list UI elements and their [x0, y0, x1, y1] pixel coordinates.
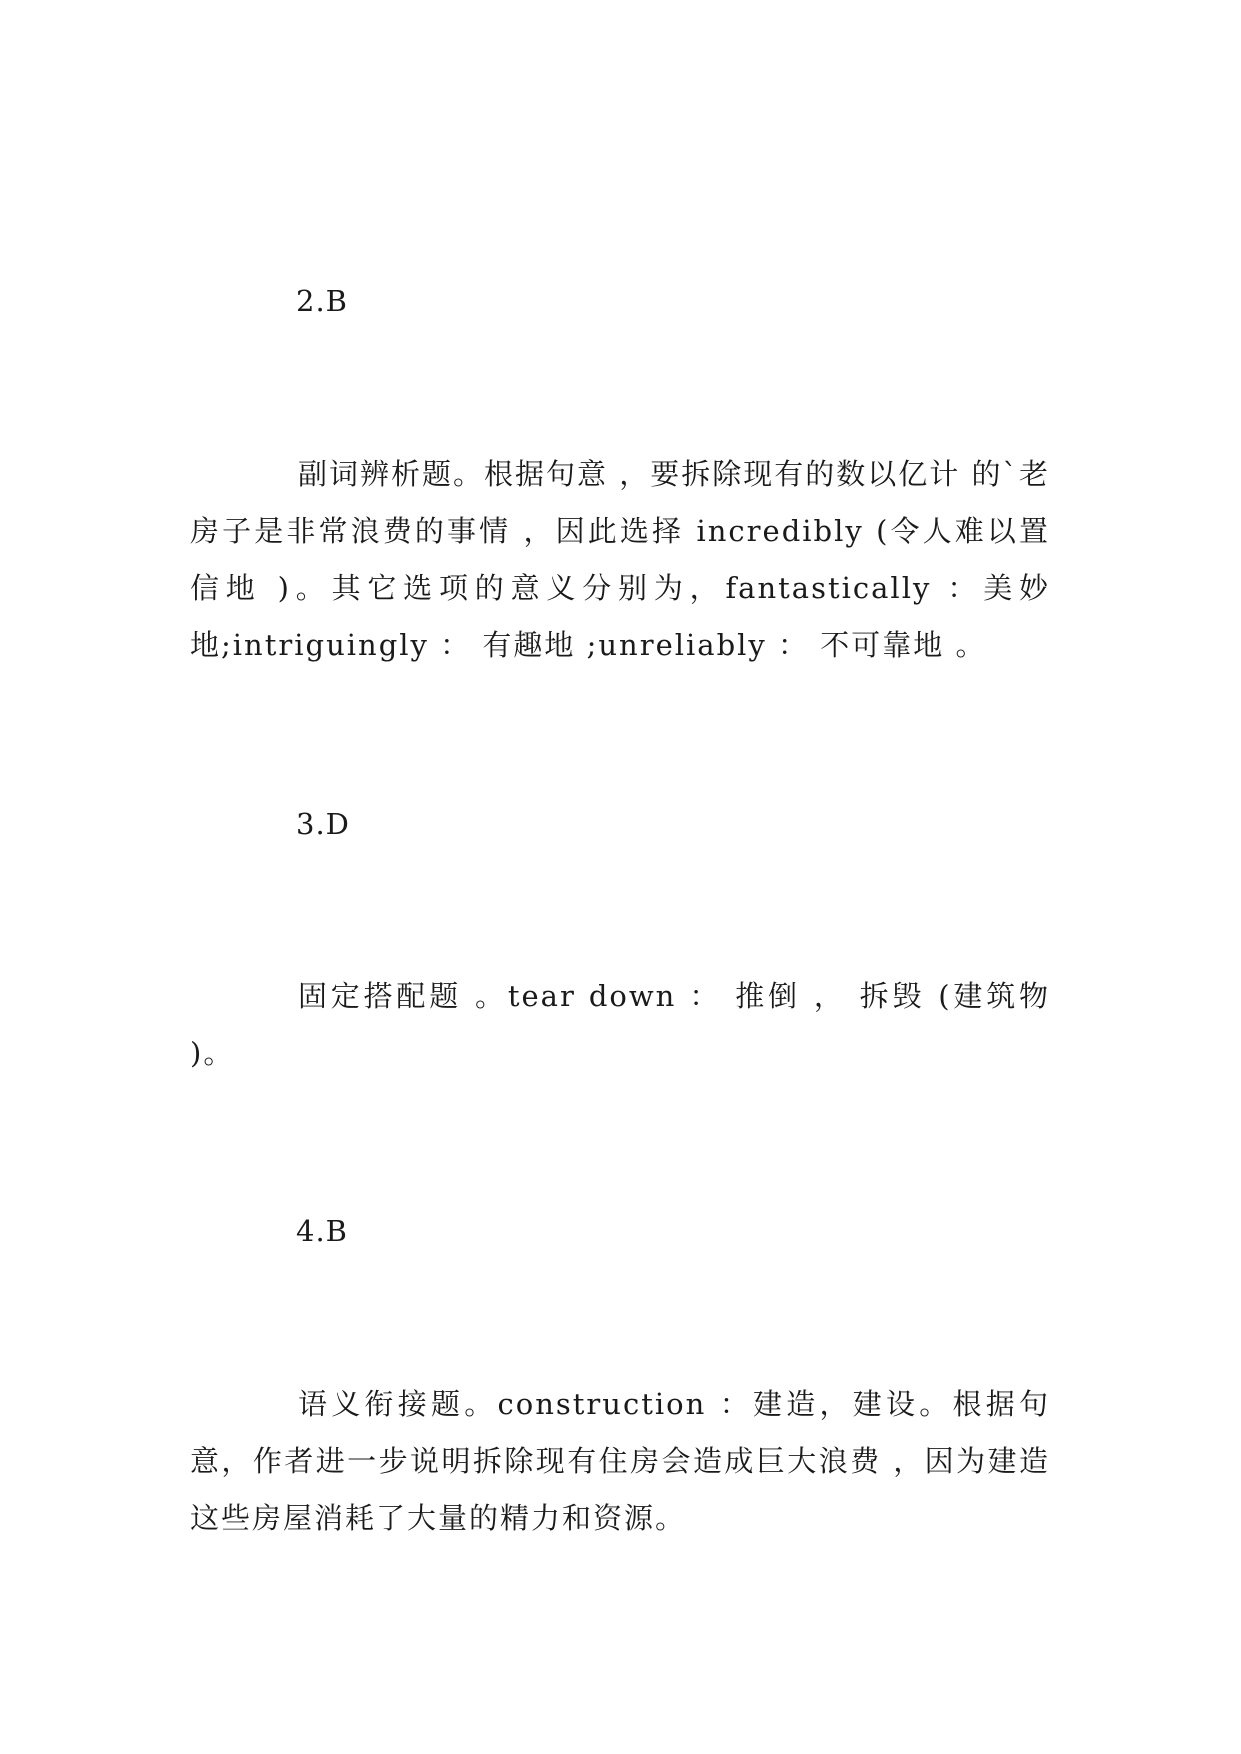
answer-heading-4: 4.B: [296, 1214, 348, 1248]
answer-heading-3: 3.D: [296, 807, 350, 841]
explanation-paragraph-2: 副词辨析题。根据句意 ，要拆除现有的数以亿计 的`老房子是非常浪费的事情 ，因此选择 incredibly (令人难以置信地 )。其它选项的意义分别为，fantastically ：美妙地;intriguingly ： 有趣地 ;unreliably ： 不可靠地 。: [190, 457, 1050, 662]
answer-heading-2: 2.B: [296, 284, 348, 318]
explanation-paragraph-4: 语义衔接题。construction ：建造，建设。根据句意，作者进一步说明拆除现有住房会造成巨大浪费 ，因为建造这些房屋消耗了大量的精力和资源。: [190, 1387, 1050, 1535]
explanation-paragraph-3: 固定搭配题 。tear down ： 推倒 ， 拆毁 (建筑物 )。: [190, 979, 1050, 1070]
